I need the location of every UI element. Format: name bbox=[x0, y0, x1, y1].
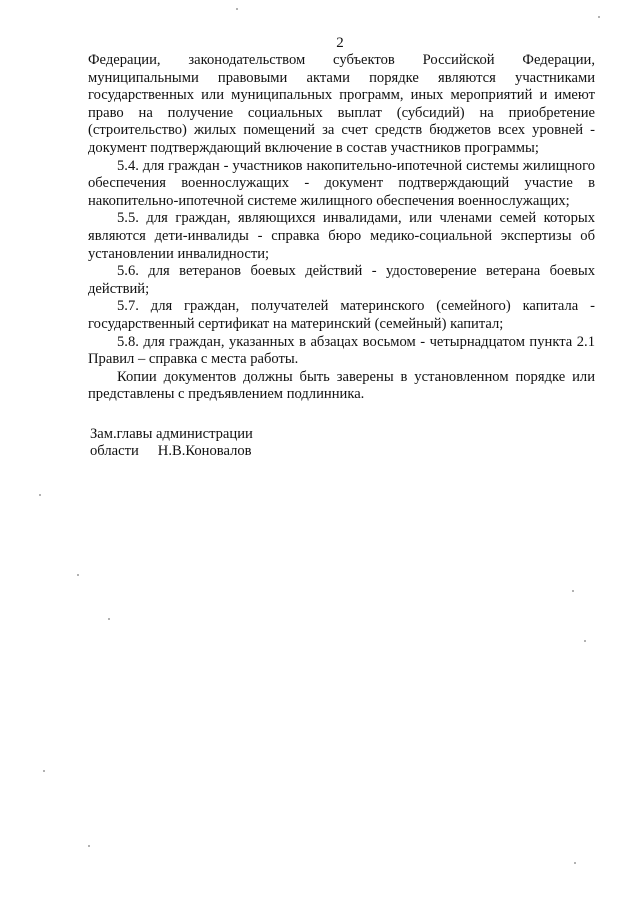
scan-speck bbox=[77, 574, 79, 576]
scan-speck bbox=[236, 8, 238, 10]
paragraph-item-5-7: 5.7. для граждан, получателей материнского (семейного) капитала - государственный сертификат на материнский (семейный) капитал; bbox=[88, 298, 595, 332]
scan-speck bbox=[108, 618, 110, 620]
paragraph-item-5-5: 5.5. для граждан, являющихся инвалидами, или членами семей которых являются дети-инвалиды - справка бюро медико-социальной экспертизы об установлении инвалидности; bbox=[88, 210, 595, 262]
scan-speck bbox=[598, 16, 600, 18]
signature-name: Н.В.Коновалов bbox=[157, 443, 252, 459]
scan-speck bbox=[584, 640, 586, 642]
scan-speck bbox=[572, 590, 574, 592]
signature-region-line bbox=[90, 443, 253, 460]
page-number: 2 bbox=[336, 35, 344, 51]
paragraph-item-5-4: 5.4. для граждан - участников накопительно-ипотечной системы жилищного обеспечения военнослужащих - документ подтверждающий участие в накопительно-ипотечной системе жилищного обеспечения военнослужащих; bbox=[88, 157, 595, 209]
signature-position: Зам.главы администрации bbox=[90, 426, 253, 442]
signature-block bbox=[90, 426, 253, 460]
paragraph-continuation: Федерации, законодательством субъектов Российской Федерации, муниципальными правовыми актами порядке являются участниками государственных или муниципальных программ, иных мероприятий и имеют право на получение социальных выплат (субсидий) на приобретение (строительство) жилых помещений за счет средств бюджетов всех уровней - документ подтверждающий включение в состав участников программы; bbox=[88, 52, 595, 156]
document-body bbox=[88, 52, 595, 404]
scan-speck bbox=[88, 845, 90, 847]
scan-speck bbox=[574, 862, 576, 864]
paragraph-copies-note: Копии документов должны быть заверены в установленном порядке или представлены с предъявлением подлинника. bbox=[88, 368, 595, 403]
paragraph-item-5-6: 5.6. для ветеранов боевых действий - удостоверение ветерана боевых действий; bbox=[88, 263, 595, 297]
signature-region: области bbox=[90, 443, 139, 459]
scan-speck bbox=[39, 494, 41, 496]
paragraph-item-5-8: 5.8. для граждан, указанных в абзацах восьмом - четырнадцатом пункта 2.1 Правил – справка с места работы. bbox=[88, 333, 595, 368]
scan-speck bbox=[43, 770, 45, 772]
